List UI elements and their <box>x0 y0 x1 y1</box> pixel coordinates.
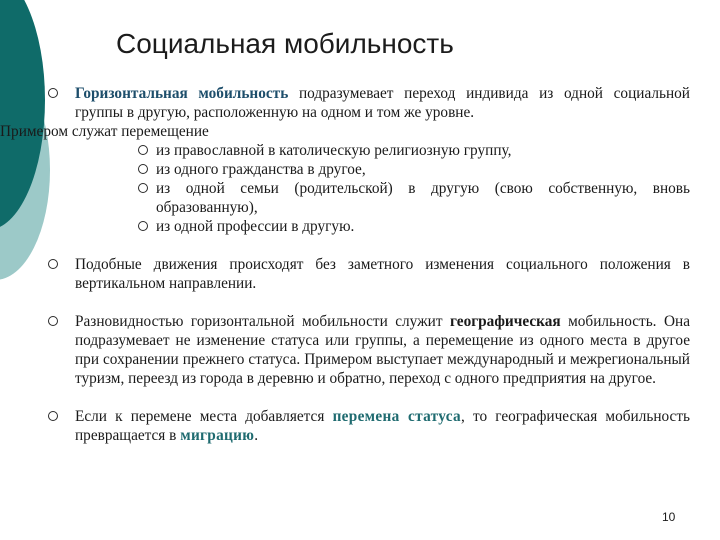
term-horizontal-mobility: Горизонтальная мобильность <box>75 85 289 102</box>
paragraph-movements: Подобные движения происходят без заметного изменения социального положения в вертикальном направлении. <box>50 255 690 293</box>
paragraph-horizontal-mobility <box>50 84 690 122</box>
bullet-circle-icon <box>48 88 58 98</box>
examples-intro: Примером служат перемещение <box>0 123 209 140</box>
example-item: из одной семьи (родительской) в другую (свою собственную, вновь образованную), <box>138 179 690 217</box>
bullet-circle-icon <box>48 411 58 421</box>
bullet-circle-icon <box>138 164 148 174</box>
bullet-circle-icon <box>138 221 148 231</box>
paragraph-geographic-mobility: Разновидностью горизонтальной мобильности служит географическая мобильность. Она подразумевает не изменение статуса или группы, а перемещение из одного места в другое при сохранении прежнего статуса. Примером выступает международный и межрегиональный туризм, переезд из города в деревню и обратно, переход с одного предприятия на другое. <box>50 312 690 388</box>
term-geographic: географическая <box>450 313 561 330</box>
example-item: из одного гражданства в другое, <box>138 160 690 179</box>
term-migration: миграцию <box>180 427 255 444</box>
slide-title: Социальная мобильность <box>116 28 454 59</box>
bullet-circle-icon <box>138 145 148 155</box>
paragraph-migration: Если к перемене места добавляется перемена статуса, то географическая мобильность превращается в миграцию. <box>50 407 690 445</box>
page-number: 10 <box>662 510 676 524</box>
bullet-circle-icon <box>138 183 148 193</box>
example-item: из православной в католическую религиозную группу, <box>138 141 690 160</box>
term-status-change: перемена статуса <box>332 408 461 425</box>
bullet-circle-icon <box>48 259 58 269</box>
slide-content <box>0 84 690 445</box>
paragraph-text: подразумевает переход индивида из одной социальной группы в другую, расположенную на одном и том же уровне. <box>75 85 690 121</box>
bullet-circle-icon <box>48 316 58 326</box>
example-item: из одной профессии в другую. <box>138 217 690 236</box>
